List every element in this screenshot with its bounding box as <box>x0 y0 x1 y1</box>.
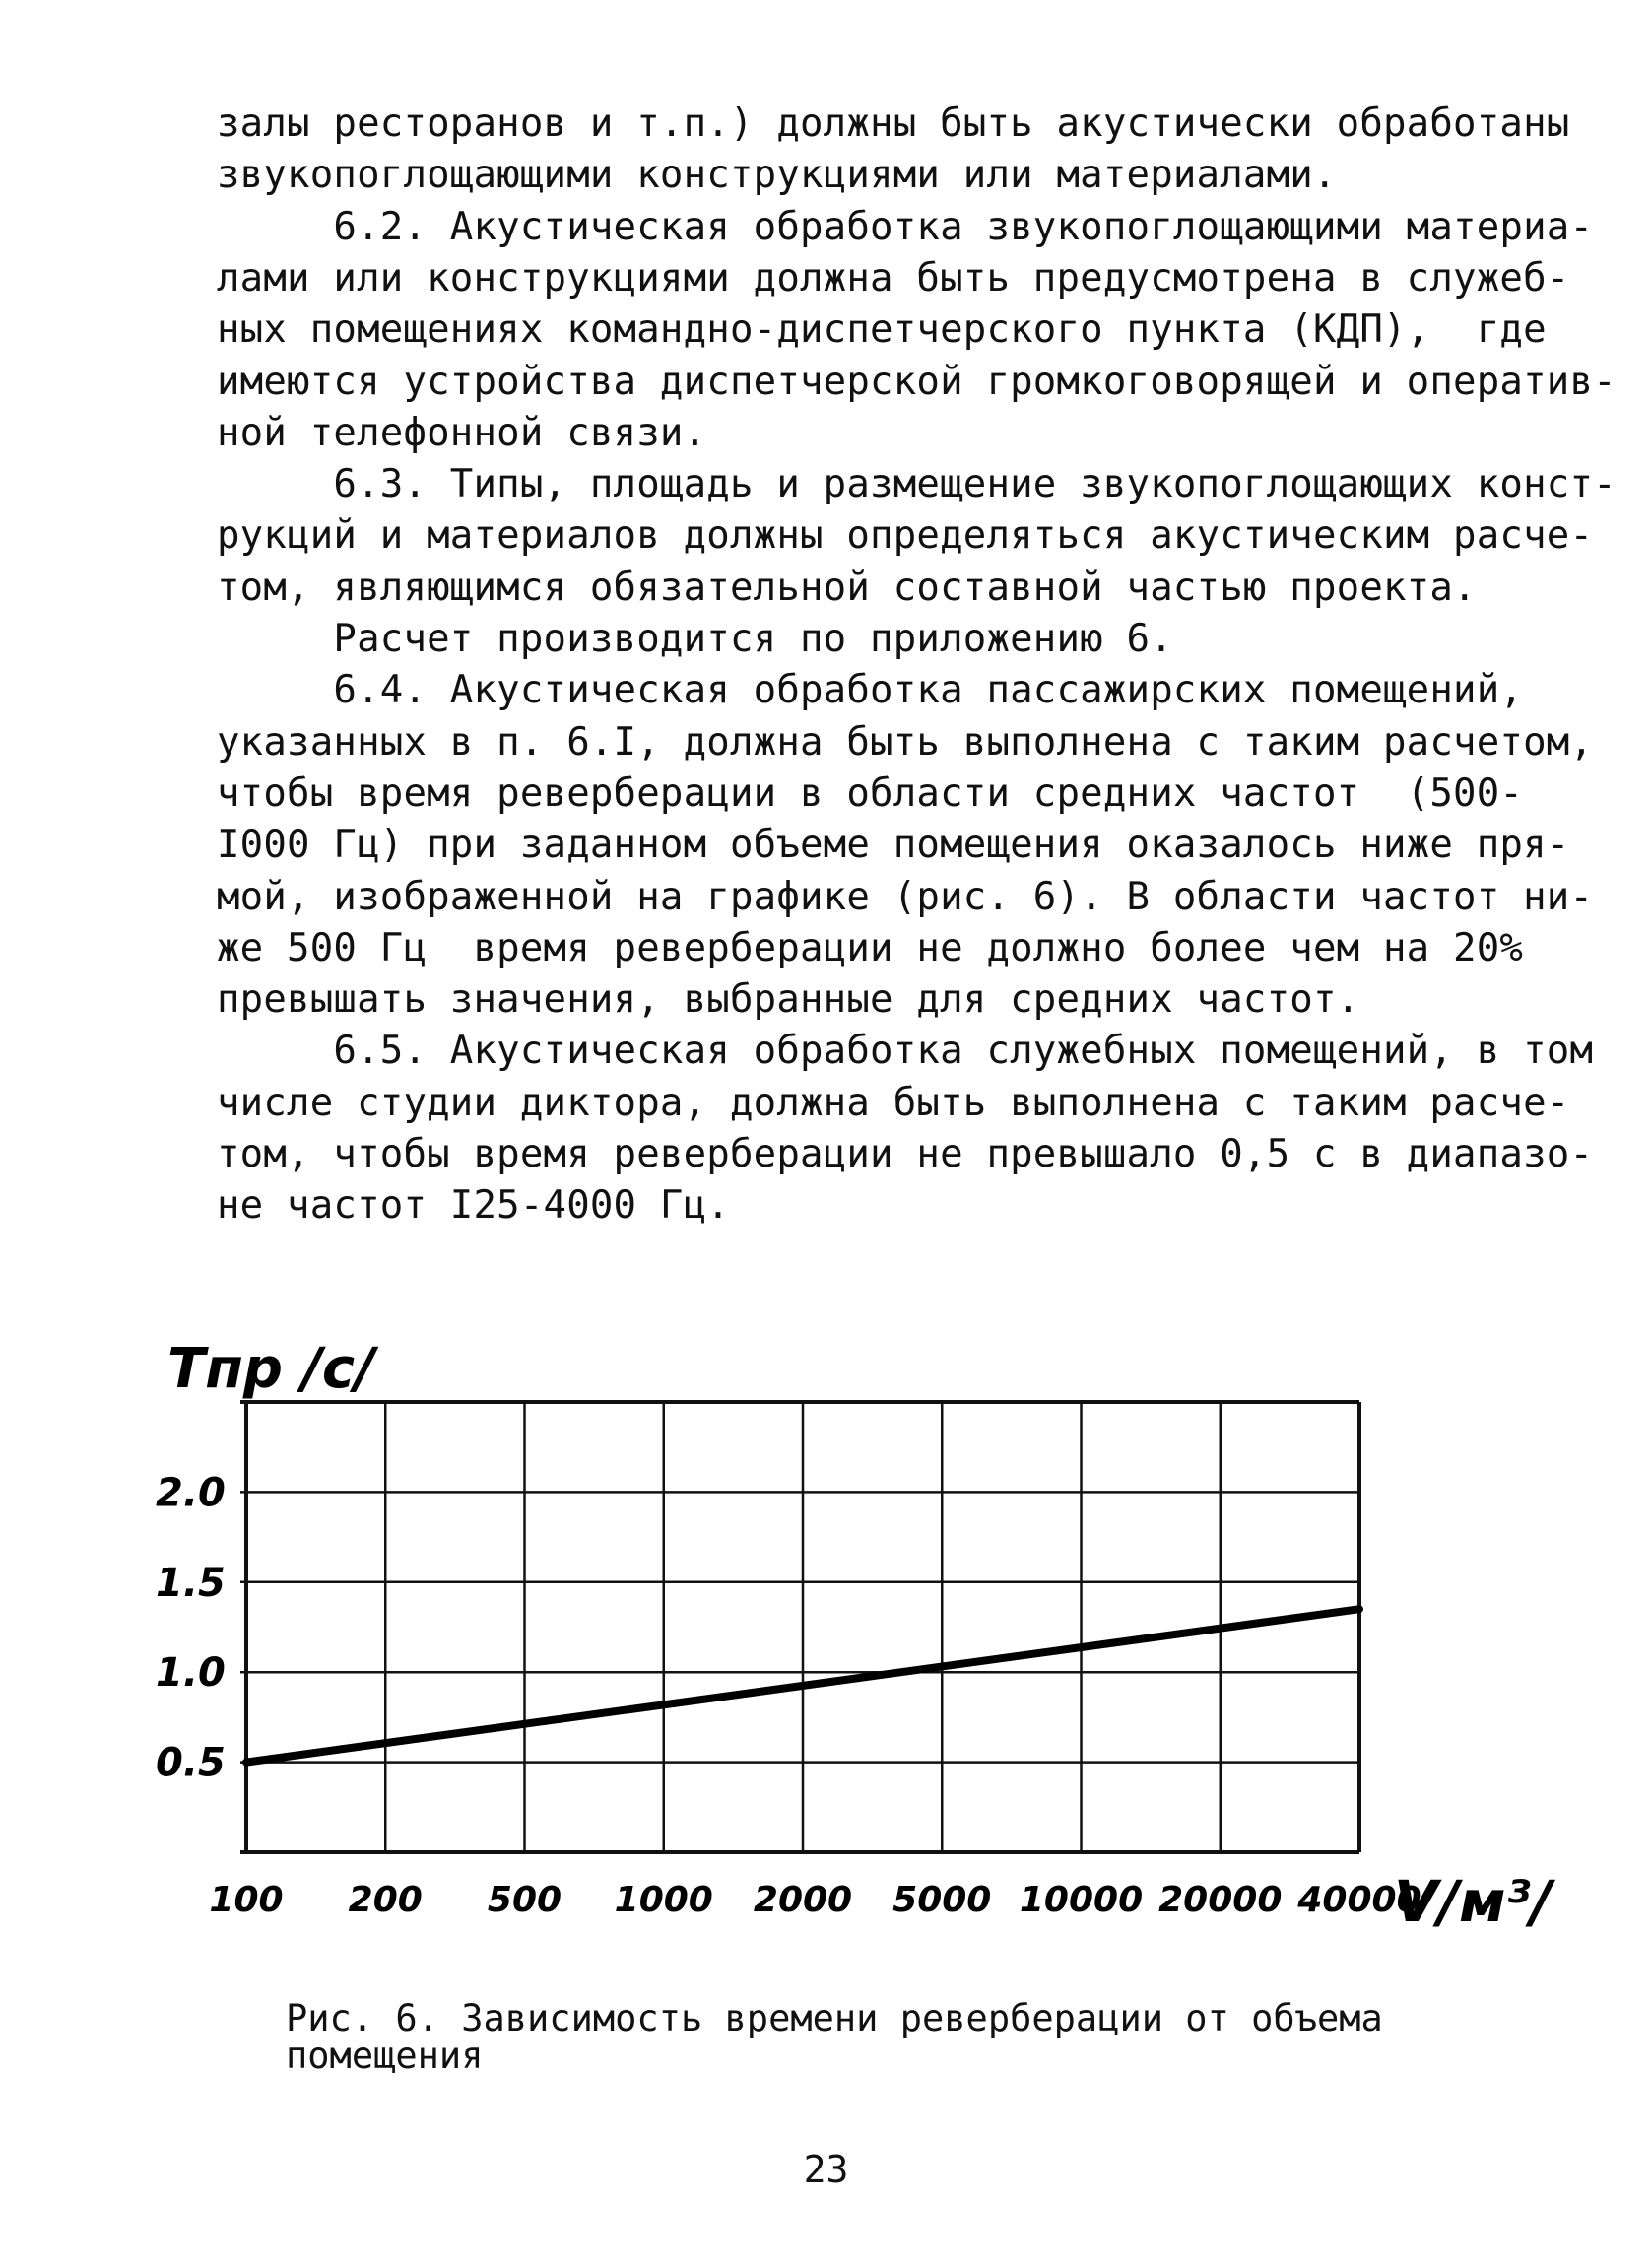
figure-caption <box>286 1997 1419 2077</box>
reverberation-chart <box>148 1337 1553 1951</box>
x-tick-label: 500 <box>487 1880 562 1920</box>
body-line: числе студии диктора, должна быть выполнена с таким расче- <box>217 1080 1570 1125</box>
x-tick-label: 1000 <box>614 1880 713 1920</box>
x-tick-label: 10000 <box>1019 1880 1144 1920</box>
caption-line-2: помещения <box>286 2035 484 2077</box>
body-line: звукопоглощающими конструкциями или материалами. <box>217 153 1337 198</box>
x-tick-label: 2000 <box>753 1880 853 1920</box>
chart-labels <box>156 1337 1556 1935</box>
body-line: не частот I25-4000 Гц. <box>217 1183 730 1229</box>
x-tick-label: 100 <box>209 1880 284 1920</box>
y-tick-label: 0.5 <box>156 1740 226 1786</box>
body-line: том, чтобы время реверберации не превышало 0,5 с в диапазо- <box>217 1132 1594 1176</box>
y-axis-title: Тпр /с/ <box>167 1337 375 1401</box>
body-line: том, являющимся обязательной составной частью проекта. <box>217 565 1477 610</box>
x-tick-label: 5000 <box>892 1880 992 1920</box>
x-tick-label: 200 <box>348 1880 423 1920</box>
x-tick-label: 40000 <box>1297 1880 1421 1920</box>
body-line: имеются устройства диспетчерской громкоговорящей и оператив- <box>217 359 1617 404</box>
body-line: мой, изображенной на графике (рис. 6). В области частот ни- <box>217 874 1594 919</box>
y-tick-label: 1.5 <box>156 1560 226 1606</box>
body-line: лами или конструкциями должна быть предусмотрена в служеб- <box>217 255 1570 300</box>
y-tick-label: 1.0 <box>156 1650 226 1697</box>
body-line: 6.5. Акустическая обработка служебных помещений, в том <box>217 1029 1594 1074</box>
body-line: залы ресторанов и т.п.) должны быть акустически обработаны <box>217 101 1570 146</box>
body-line: Расчет производится по приложению 6. <box>217 617 1173 661</box>
y-tick-label: 2.0 <box>156 1470 226 1516</box>
page-number: 23 <box>803 2148 849 2191</box>
body-line: I000 Гц) при заданном объеме помещения оказалось ниже пря- <box>217 823 1570 868</box>
x-tick-label: 20000 <box>1158 1880 1283 1920</box>
body-line: же 500 Гц время реверберации не должно более чем на 20% <box>217 925 1524 970</box>
caption-line-1: Рис. 6. Зависимость времени реверберации от объема <box>286 1997 1383 2039</box>
chart-grid <box>240 1402 1359 1852</box>
body-line: 6.3. Типы, площадь и размещение звукопоглощающих конст- <box>217 462 1617 507</box>
body-line: ной телефонной связи. <box>217 410 707 455</box>
body-line: превышать значения, выбранные для средних частот. <box>217 977 1360 1023</box>
body-line: рукций и материалов должны определяться акустическим расче- <box>217 513 1594 559</box>
x-axis-title: V/м³/ <box>1394 1868 1553 1935</box>
body-line: указанных в п. 6.I, должна быть выполнена с таким расчетом, <box>217 719 1594 765</box>
body-line: ных помещениях командно-диспетчерского пункта (КДП), где <box>217 307 1547 353</box>
body-line: 6.4. Акустическая обработка пассажирских помещений, <box>217 668 1524 713</box>
body-line: чтобы время реверберации в области средних частот (500- <box>217 770 1524 816</box>
body-line: 6.2. Акустическая обработка звукопоглощающими материа- <box>217 204 1594 249</box>
